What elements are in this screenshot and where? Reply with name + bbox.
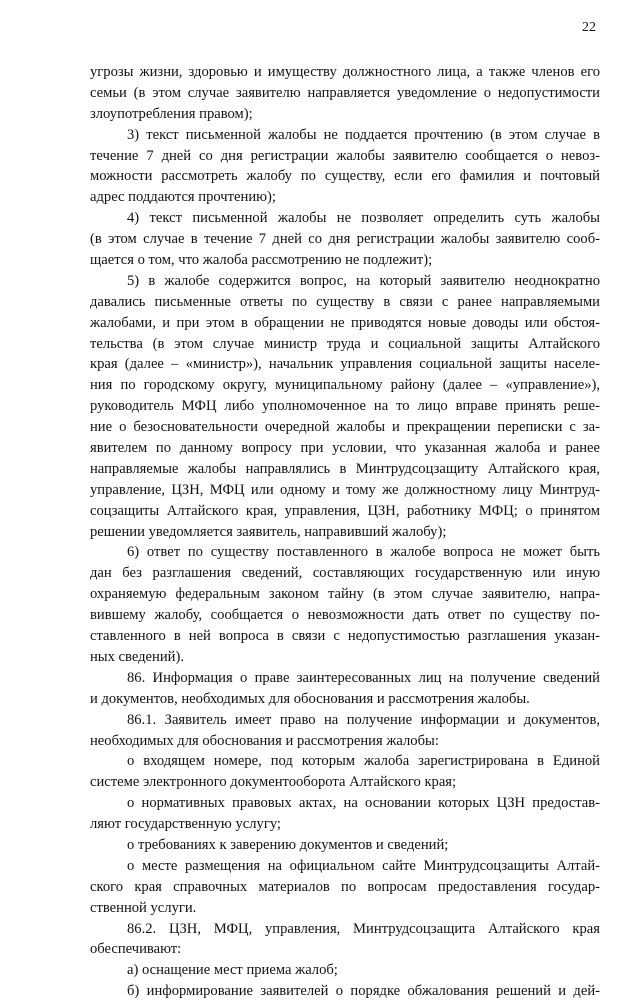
text-line: 86.1. Заявитель имеет право на получение информации и документов, <box>127 711 600 728</box>
text-line: угрозы жизни, здоровью и имуществу должностного лица, а также членов его <box>90 64 600 80</box>
document-body <box>90 62 600 1002</box>
text-line: семьи (в этом случае заявителю направляется уведомление о недопустимости <box>90 84 600 101</box>
text-line: щается о том, что жалоба рассмотрению не подлежит); <box>90 252 433 269</box>
text-line: соцзащиты Алтайского края, управления, ЦЗН, работнику МФЦ; о принятом <box>90 502 600 519</box>
text-line: о месте размещения на официальном сайте Минтрудсоцзащиты Алтай- <box>127 857 600 874</box>
text-line: жалобами, и при этом в обращении не приводятся новые доводы или обстоя- <box>90 314 600 331</box>
text-line: тельства (в этом случае министр труда и социальной защиты Алтайского <box>90 335 600 352</box>
text-line: системе электронного документооборота Алтайского края; <box>90 774 457 791</box>
text-line: явителем по данному вопросу при условии, что указанная жалоба и ранее <box>90 440 600 457</box>
text-line: а) оснащение мест приема жалоб; <box>127 962 338 979</box>
text-line: (в этом случае в течение 7 дней со дня регистрации жалобы заявителю сооб- <box>90 231 600 248</box>
text-line: ние о безосновательности очередной жалобы и прекращении переписки с за- <box>90 419 600 436</box>
text-line: необходимых для обоснования и рассмотрения жалобы: <box>90 732 439 749</box>
text-line: руководитель МФЦ либо уполномоченное на то лицо вправе принять реше- <box>90 398 600 415</box>
page-number: 22 <box>582 20 596 35</box>
text-line: б) информирование заявителей о порядке обжалования решений и дей- <box>127 983 600 1000</box>
text-line: ния по городскому округу, муниципальному району (далее – «управление»), <box>90 377 600 394</box>
text-line: ского края справочных материалов по вопросам предоставления государ- <box>90 878 600 895</box>
text-line: злоупотребления правом); <box>90 105 253 122</box>
text-line: края (далее – «министр»), начальник управления социальной защиты населе- <box>90 356 600 373</box>
text-line: ных сведений). <box>90 648 184 665</box>
text-line: обеспечивают: <box>90 941 182 958</box>
text-line: 86.2. ЦЗН, МФЦ, управления, Минтрудсоцзащита Алтайского края <box>127 920 600 937</box>
text-line: дан без разглашения сведений, составляющих государственную или иную <box>90 565 600 582</box>
text-line: управление, ЦЗН, МФЦ или одному и тому же должностному лицу Минтруд- <box>90 481 600 498</box>
text-line: ляют государственную услугу; <box>90 816 281 833</box>
text-line: решении уведомляется заявитель, направивший жалобу); <box>90 523 447 540</box>
text-line: охраняемую федеральным законом тайну (в этом случае заявителю, напра- <box>90 586 600 603</box>
text-line: вившему жалобу, сообщается о невозможности дать ответ по существу по- <box>90 607 600 624</box>
text-line: ставленного в ней вопроса в связи с недопустимостью разглашения указан- <box>90 628 600 645</box>
text-line: течение 7 дней со дня регистрации жалобы заявителю сообщается о невоз- <box>90 147 600 164</box>
text-line: о входящем номере, под которым жалоба зарегистрирована в Единой <box>127 753 600 770</box>
text-line: 3) текст письменной жалобы не поддается прочтению (в этом случае в <box>127 126 600 143</box>
text-line: 86. Информация о праве заинтересованных лиц на получение сведений <box>127 669 600 686</box>
text-line: давались письменные ответы по существу в связи с ранее направляемыми <box>90 293 600 310</box>
text-line: можности рассмотреть жалобу по существу, если его фамилия и почтовый <box>90 168 600 185</box>
text-line: 6) ответ по существу поставленного в жалобе вопроса не может быть <box>127 544 600 561</box>
text-line: направляемые жалобы направлялись в Минтрудсоцзащиту Алтайского края, <box>90 460 600 477</box>
text-line: 5) в жалобе содержится вопрос, на который заявителю неоднократно <box>127 272 600 289</box>
text-line: ственной услуги. <box>90 899 197 916</box>
text-line: и документов, необходимых для обоснования и рассмотрения жалобы. <box>90 690 530 707</box>
text-line: адрес поддаются прочтению); <box>90 189 276 206</box>
text-line: 4) текст письменной жалобы не позволяет определить суть жалобы <box>127 210 600 227</box>
text-line: о требованиях к заверению документов и сведений; <box>127 836 449 853</box>
text-line: о нормативных правовых актах, на основании которых ЦЗН предостав- <box>127 795 600 812</box>
